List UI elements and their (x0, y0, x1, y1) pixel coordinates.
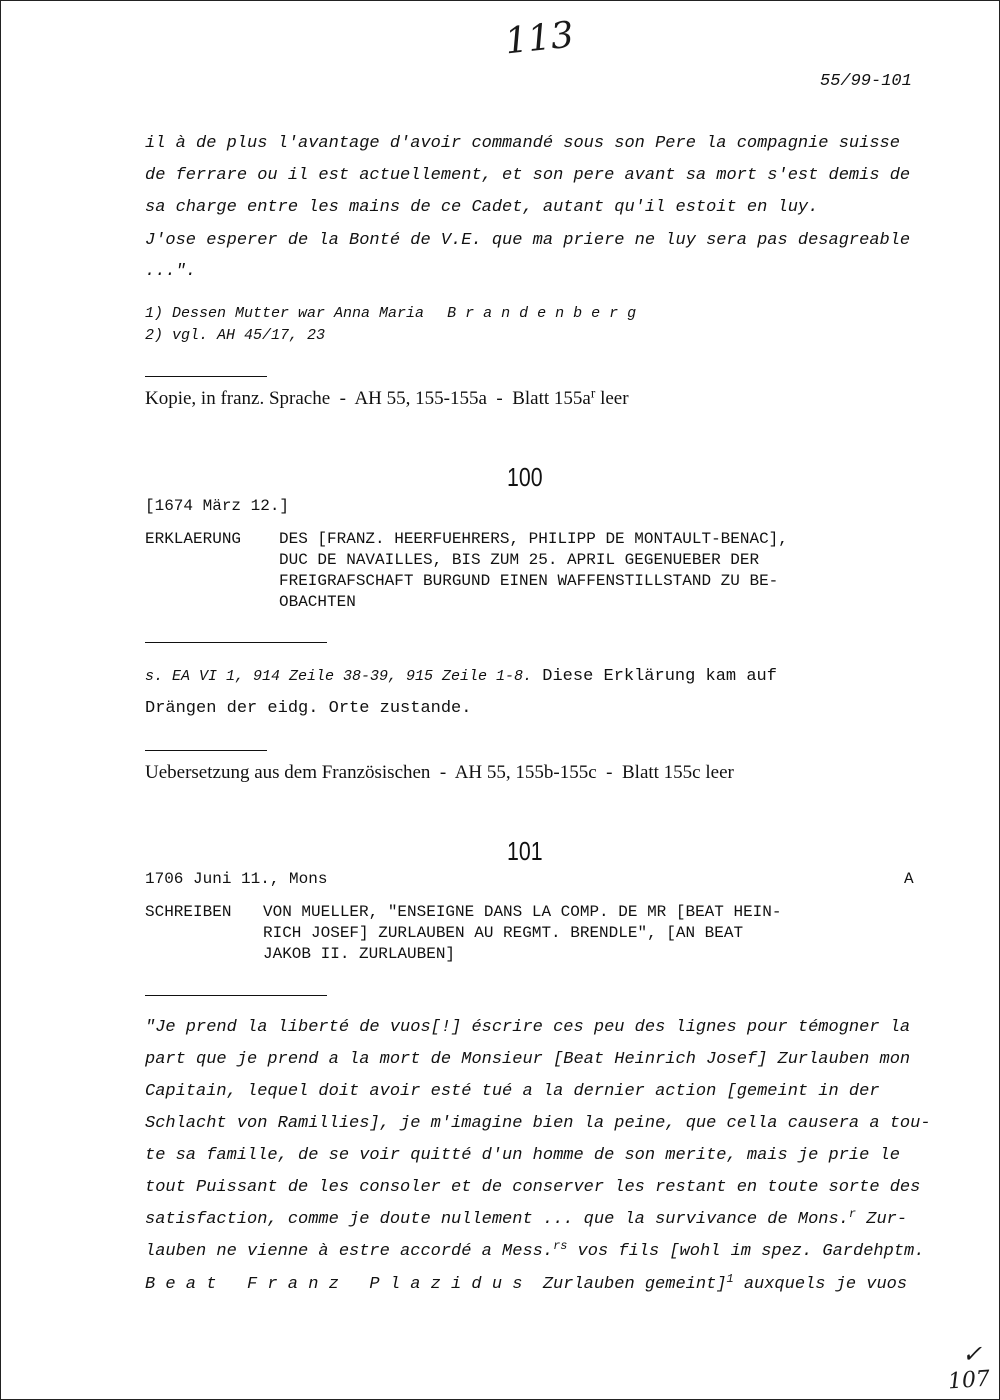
handwritten-check-mark: ✓ (962, 1340, 983, 1368)
divider (145, 376, 267, 377)
handwritten-page-number: 113 (503, 14, 576, 63)
source-99-text: Kopie, in franz. Sprache - AH 55, 155-155a - Blatt 155a (145, 388, 591, 409)
divider (145, 750, 267, 751)
letter-101-line-7-sup: r (848, 1207, 857, 1222)
letter-101-line-3: Capitain, lequel doit avoir esté tué a la dernier action [gemeint in der (145, 1082, 880, 1101)
letter-101-person-name: Beat Franz Plazidus (145, 1275, 533, 1294)
letter-101-line-6: tout Puissant de les consoler et de conserver les restant en toute sorte des (145, 1178, 921, 1197)
letter-101-line-5: te sa famille, de se voir quitté d'un homme de son merite, mais je prie le (145, 1146, 900, 1165)
letter-line-5: ...". (145, 262, 197, 281)
footnote-1 (145, 305, 645, 322)
footnote-1-name: Brandenberg (447, 305, 646, 322)
entry-100-title-label: ERKLAERUNG (145, 530, 242, 548)
letter-101-line-9-end: auxquels je vuos (733, 1275, 908, 1294)
footnote-1-text: 1) Dessen Mutter war Anna Maria (145, 305, 425, 322)
letter-101-line-8-end: vos fils [wohl im spez. Gardehptm. (567, 1242, 925, 1261)
entry-101-title-line-3: JAKOB II. ZURLAUBEN] (263, 945, 456, 963)
source-99-suffix: leer (595, 388, 629, 409)
entry-101-date: 1706 Juni 11., Mons (145, 870, 328, 888)
entry-101-marker: A (904, 870, 914, 888)
letter-101-line-7-end: Zur- (856, 1210, 908, 1229)
entry-100-note-text: Diese Erklärung kam auf (532, 667, 777, 686)
entry-100-date: [1674 März 12.] (145, 497, 290, 515)
source-line-99 (145, 385, 629, 410)
divider (145, 642, 327, 643)
letter-line-4: J'ose esperer de la Bonté de V.E. que ma priere ne luy sera pas desagreable (145, 231, 911, 250)
entry-100-title-line-4: OBACHTEN (279, 593, 356, 611)
entry-100-note-line-1 (145, 667, 777, 686)
entry-100-note-line-2: Drängen der eidg. Orte zustande. (145, 699, 472, 718)
entry-100-title-line-1: DES [FRANZ. HEERFUEHRERS, PHILIPP DE MONTAULT-BENAC], (279, 530, 788, 548)
letter-101-line-2: part que je prend a la mort de Monsieur [Beat Heinrich Josef] Zurlauben mon (145, 1050, 911, 1069)
letter-101-line-1: "Je prend la liberté de vuos[!] éscrire ces peu des lignes pour témogner la (145, 1018, 911, 1037)
entry-100-title-line-3: FREIGRAFSCHAFT BURGUND EINEN WAFFENSTILLSTAND ZU BE- (279, 572, 779, 590)
letter-line-1: il à de plus l'avantage d'avoir commandé sous son Pere la compagnie suisse (145, 134, 900, 153)
document-reference: 55/99-101 (820, 72, 912, 91)
letter-101-line-8-text: lauben ne vienne à estre accordé a Mess. (145, 1242, 554, 1261)
source-line-100: Uebersetzung aus dem Französischen - AH 55, 155b-155c - Blatt 155c leer (145, 762, 734, 783)
entry-number-101: 101 (507, 836, 543, 866)
footnote-2: 2) vgl. AH 45/17, 23 (145, 327, 326, 344)
letter-line-2: de ferrare ou il est actuellement, et son pere avant sa mort s'est demis de (145, 166, 911, 185)
handwritten-page-marker: 107 (947, 1366, 991, 1395)
divider (145, 995, 327, 996)
entry-101-title-line-1: VON MUELLER, "ENSEIGNE DANS LA COMP. DE MR [BEAT HEIN- (263, 903, 782, 921)
entry-100-note-reference: s. EA VI 1, 914 Zeile 38-39, 915 Zeile 1-8. (145, 668, 533, 685)
letter-101-line-9 (145, 1272, 908, 1294)
letter-line-3: sa charge entre les mains de ce Cadet, autant qu'il estoit en luy. (145, 198, 819, 217)
letter-101-line-9-text: Zurlauben gemeint] (532, 1275, 727, 1294)
source-99-sup: r (590, 385, 596, 401)
entry-number-100: 100 (507, 462, 543, 492)
letter-101-line-8-sup: rs (553, 1239, 568, 1254)
entry-100-title-line-2: DUC DE NAVAILLES, BIS ZUM 25. APRIL GEGENUEBER DER (279, 551, 760, 569)
letter-101-line-8 (145, 1239, 925, 1261)
letter-101-line-7-text: satisfaction, comme je doute nullement ... que la survivance de Mons. (145, 1210, 849, 1229)
entry-101-title-line-2: RICH JOSEF] ZURLAUBEN AU REGMT. BRENDLE", [AN BEAT (263, 924, 744, 942)
letter-101-line-4: Schlacht von Ramillies], je m'imagine bien la peine, que cella causera a tou- (145, 1114, 931, 1133)
letter-101-line-9-sup: 1 (726, 1272, 734, 1287)
letter-101-line-7 (145, 1207, 908, 1229)
entry-101-title-label: SCHREIBEN (145, 903, 232, 921)
